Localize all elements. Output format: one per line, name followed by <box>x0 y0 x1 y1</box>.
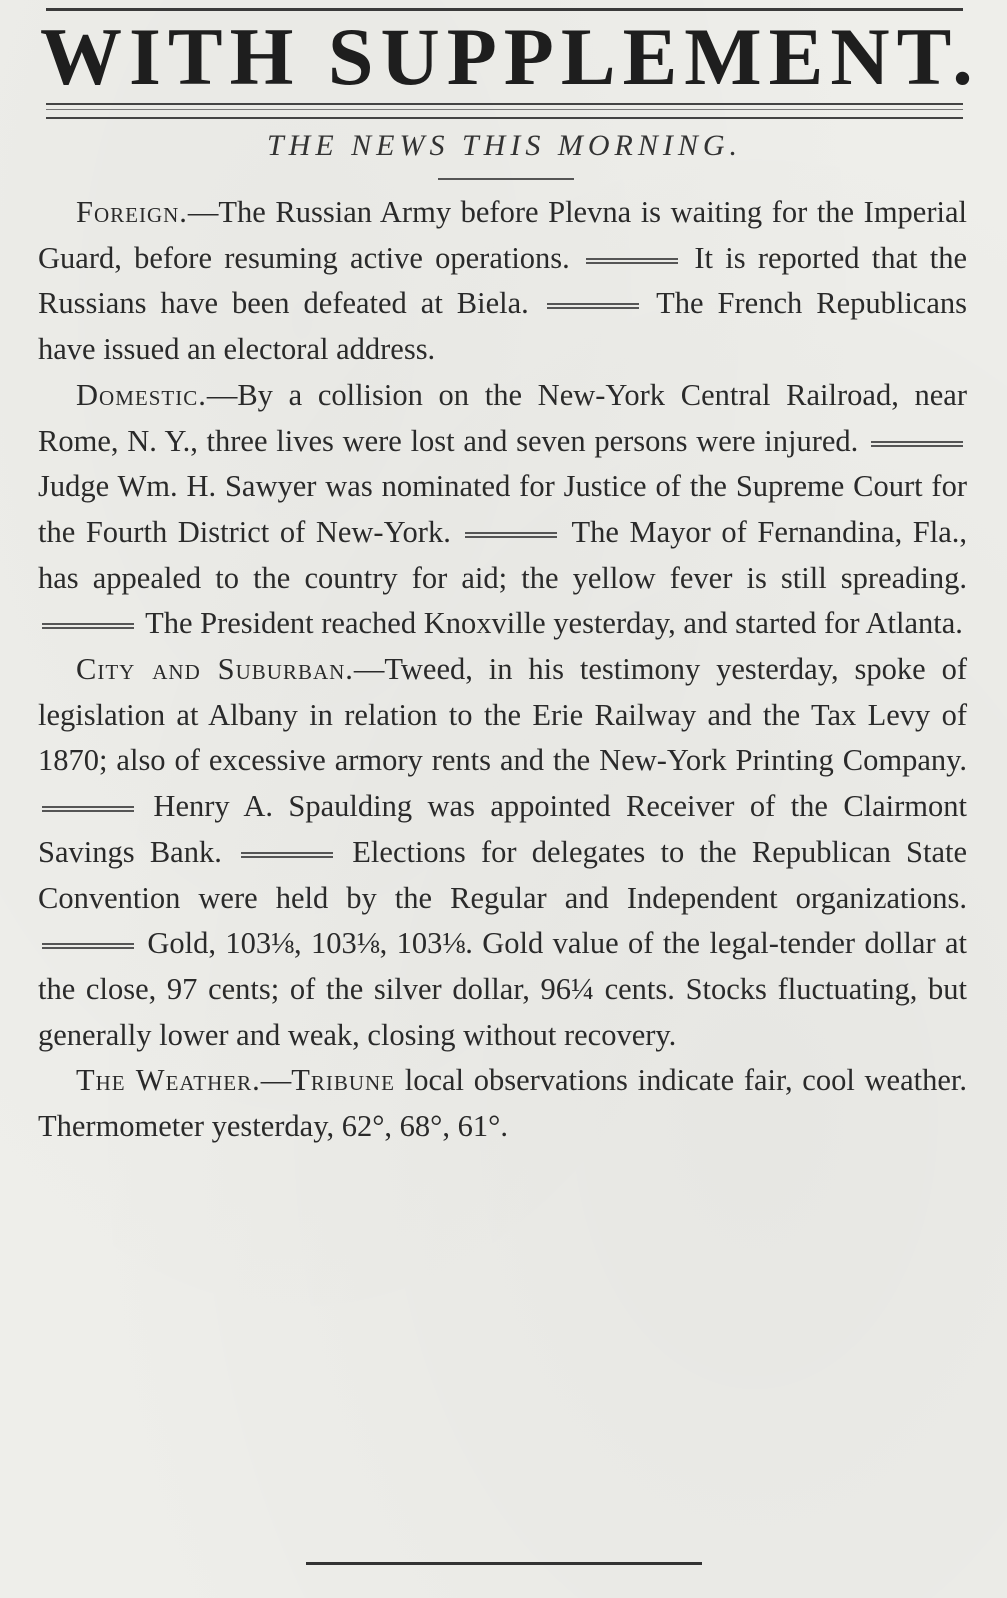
foreign-item-3: The French Republicans have issued an electoral address. <box>38 286 968 367</box>
city-item-1: —Tweed, in his testimony yesterday, spoke of legislation at Albany in relation to the Erie Railway and the Tax Levy of 1870; also of excessive armory rents and the New-York Printing Company. <box>38 652 967 778</box>
separator-rule <box>42 806 134 812</box>
masthead-double-rule <box>46 103 963 119</box>
separator-rule <box>465 532 557 538</box>
city-item-3: Elections for delegates to the Republican State Convention were held by the Regular and Independent organizations. <box>38 834 968 915</box>
weather-dash: — <box>260 1063 292 1098</box>
paragraph-city <box>38 647 967 1058</box>
tribune-name: Tribune <box>291 1063 395 1098</box>
foreign-item-1: —The Russian Army before Plevna is waiting for the Imperial Guard, before resuming active operations. <box>38 195 967 275</box>
section-underline <box>438 178 574 180</box>
foreign-item-2: It is reported that the Russians have been defeated at Biela. <box>38 240 968 321</box>
lead-foreign: Foreign. <box>76 195 188 229</box>
separator-rule <box>871 441 963 447</box>
separator-rule <box>42 623 134 629</box>
domestic-item-2: Judge Wm. H. Sawyer was nominated for Justice of the Supreme Court for the Fourth District of New-York. <box>38 469 967 549</box>
city-item-2: Henry A. Spaulding was appointed Receiver of the Clairmont Savings Bank. <box>38 789 968 869</box>
section-heading: THE NEWS THIS MORNING. <box>267 129 742 162</box>
domestic-item-3: The Mayor of Fernandina, Fla., has appealed to the country for aid; the yellow fever is still spreading. <box>38 514 968 595</box>
lead-city: City and Suburban. <box>76 652 354 687</box>
paragraph-weather <box>38 1058 967 1149</box>
separator-rule <box>241 852 333 858</box>
separator-rule <box>547 303 639 309</box>
masthead-title: WITH SUPPLEMENT. <box>40 11 980 102</box>
news-body <box>38 190 967 1150</box>
lead-weather: The Weather. <box>76 1063 261 1098</box>
bottom-rule <box>306 1562 702 1565</box>
city-item-4: Gold, 103⅛, 103⅛, 103⅛. Gold value of the legal-tender dollar at the close, 97 cents; of the silver dollar, 96¼ cents. Stocks fluctuating, but generally lower and weak, closing without recovery. <box>38 926 967 1052</box>
paragraph-domestic <box>38 373 967 647</box>
weather-text: local observations indicate fair, cool weather. Thermometer yesterday, 62°, 68°, 61°. <box>38 1063 967 1144</box>
paragraph-foreign <box>38 190 967 373</box>
domestic-item-4: The President reached Knoxville yesterday, and started for Atlanta. <box>145 606 963 641</box>
lead-domestic: Domestic. <box>76 377 207 412</box>
separator-rule <box>42 943 134 949</box>
domestic-item-1: —By a collision on the New-York Central Railroad, near Rome, N. Y., three lives were lost and seven persons were injured. <box>38 377 967 458</box>
separator-rule <box>586 258 678 264</box>
